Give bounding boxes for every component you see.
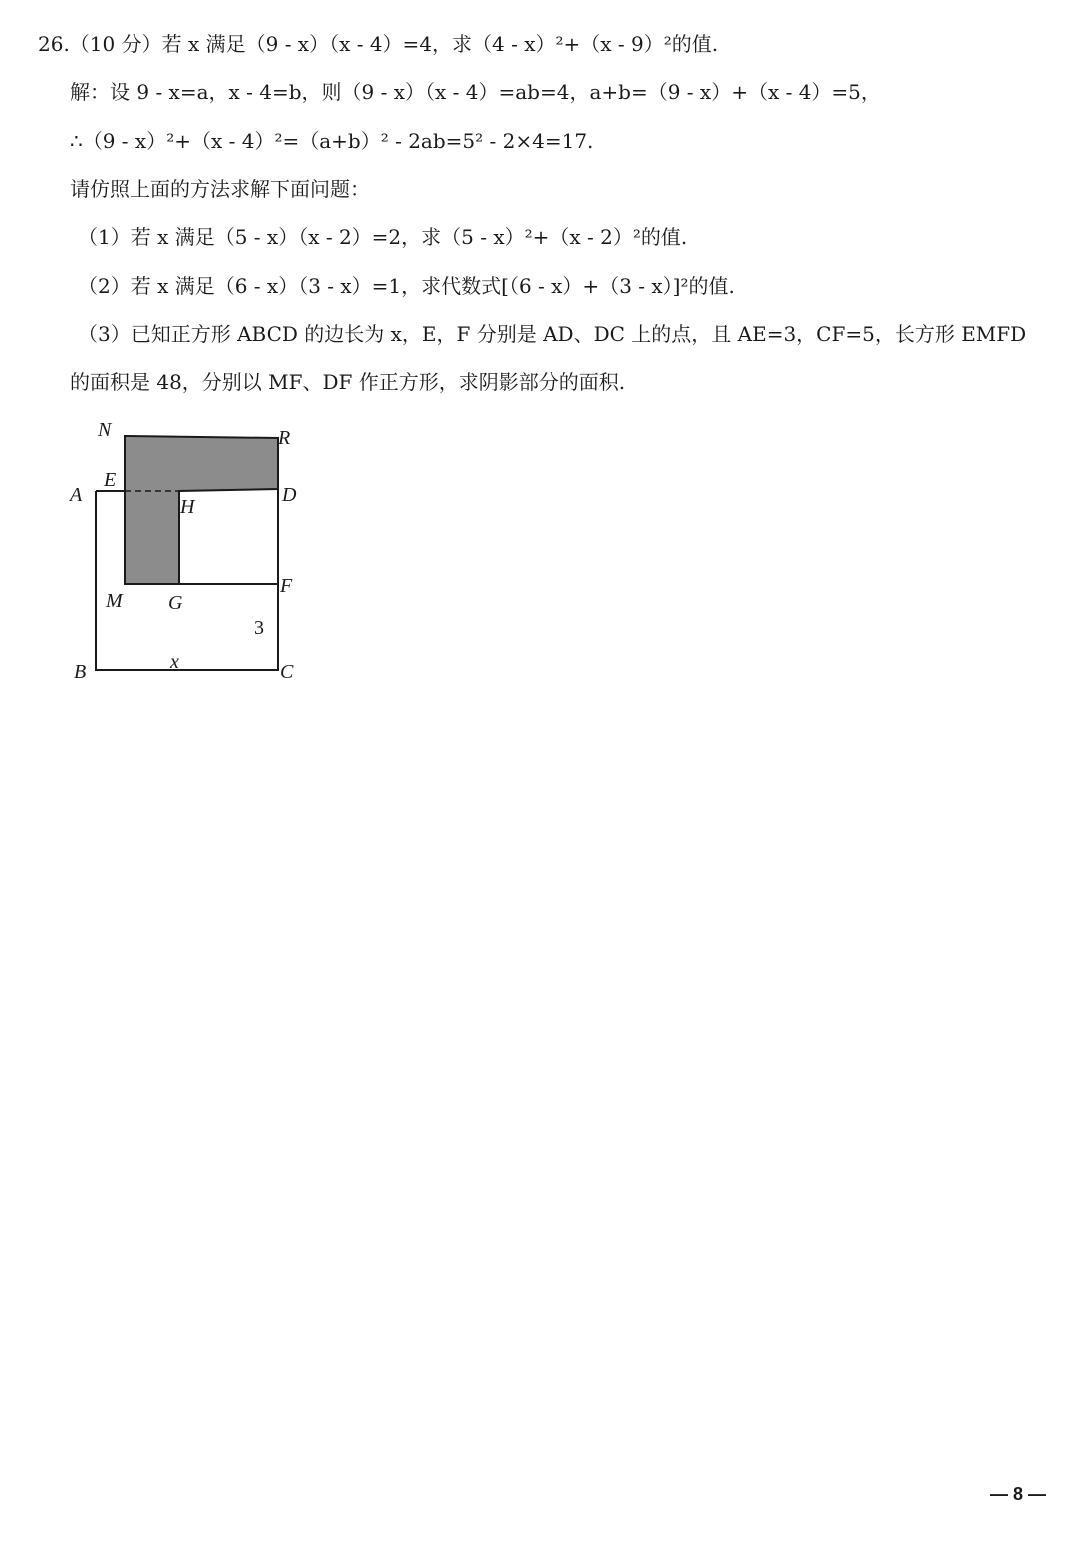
label-m: M	[106, 590, 123, 612]
shaded-region	[125, 436, 278, 584]
label-side-3: 3	[254, 617, 264, 639]
label-e: E	[104, 469, 117, 491]
instruction: 请仿照上面的方法求解下面问题：	[70, 177, 370, 201]
label-r: R	[278, 427, 291, 449]
label-h: H	[180, 496, 195, 518]
solution-line-2: ∴（9 - x）²+（x - 4）²=（a+b）² - 2ab=5² - 2×4=17.	[70, 129, 594, 153]
problem-header: 26.（10 分）若 x 满足（9 - x）（x - 4）=4，求（4 - x）²+（x - 9）²的值.	[38, 32, 719, 56]
label-a: A	[70, 484, 83, 506]
question-2: （2）若 x 满足（6 - x）（3 - x）=1，求代数式[（6 - x）+（3 - x）]²的值.	[78, 274, 735, 298]
question-3-line-1: （3）已知正方形 ABCD 的边长为 x，E，F 分别是 AD、DC 上的点，且 AE=3，CF=5，长方形 EMFD	[78, 322, 1027, 346]
geometry-figure	[60, 410, 320, 700]
label-f: F	[280, 575, 293, 597]
label-c: C	[280, 661, 294, 683]
solution-line-1: 解：设 9 - x=a，x - 4=b，则（9 - x）（x - 4）=ab=4，a+b=（9 - x）+（x - 4）=5，	[70, 80, 881, 104]
question-3-line-2: 的面积是 48，分别以 MF、DF 作正方形，求阴影部分的面积.	[70, 370, 626, 394]
label-b: B	[74, 661, 87, 683]
label-d: D	[282, 484, 297, 506]
label-g: G	[168, 592, 183, 614]
page-number: — 8 —	[990, 1484, 1047, 1504]
label-n: N	[98, 419, 112, 441]
label-x: x	[170, 651, 179, 673]
question-1: （1）若 x 满足（5 - x）（x - 2）=2，求（5 - x）²+（x - 2）²的值.	[78, 225, 688, 249]
